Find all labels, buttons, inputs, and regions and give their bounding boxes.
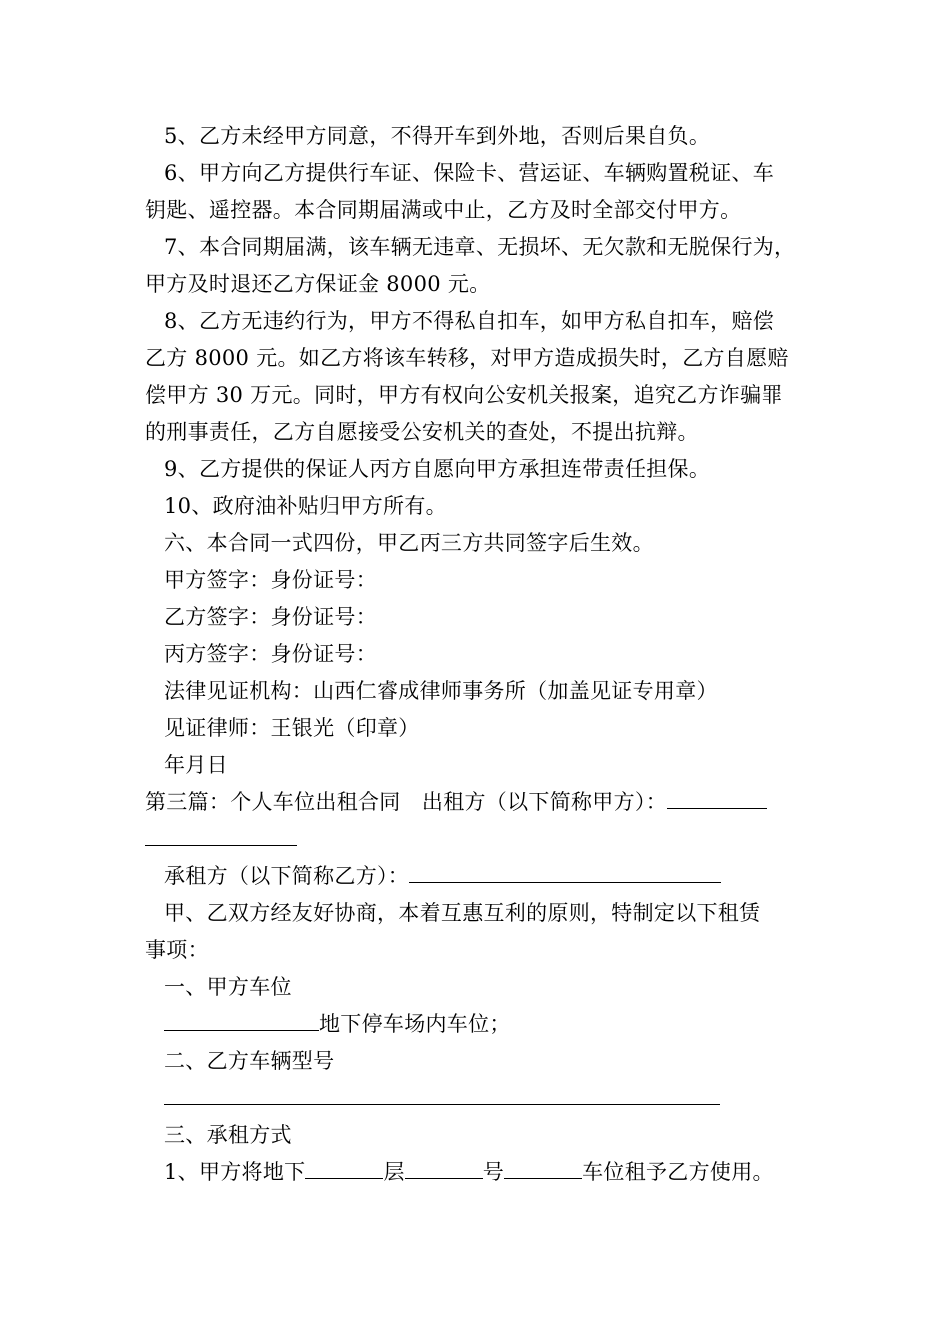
party-b-signature: 乙方签字：身份证号： <box>164 605 377 629</box>
party-a-signature: 甲方签字：身份证号： <box>164 568 377 592</box>
vehicle-model-blank <box>164 1082 720 1105</box>
clause-7-line1: 7、本合同期届满，该车辆无违章、无损坏、无欠款和无脱保行为， <box>164 235 796 259</box>
lessor-blank-line2 <box>145 823 297 846</box>
clause-7-line2: 甲方及时退还乙方保证金 8000 元。 <box>145 272 491 296</box>
witness-institution: 法律见证机构：山西仁睿成律师事务所（加盖见证专用章） <box>164 679 718 703</box>
clause-8-line1: 8、乙方无违约行为，甲方不得私自扣车，如甲方私自扣车，赔偿 <box>164 309 775 333</box>
lease-method-line <box>164 1154 774 1191</box>
clause-8-line3: 偿甲方 30 万元。同时，甲方有权向公安机关报案，追究乙方诈骗罪 <box>145 383 783 407</box>
clause-6-line2: 钥匙、遥控器。本合同期届满或中止，乙方及时全部交付甲方。 <box>145 198 742 222</box>
intro-line2: 事项： <box>145 938 209 962</box>
section-1-title: 一、甲方车位 <box>164 975 292 999</box>
parking-space-text: 地下停车场内车位； <box>319 1012 511 1036</box>
clause-6-line1: 6、甲方向乙方提供行车证、保险卡、营运证、车辆购置税证、车 <box>164 161 775 185</box>
lessor-blank <box>667 786 767 809</box>
space-blank <box>504 1156 582 1179</box>
clause-9: 9、乙方提供的保证人丙方自愿向甲方承担连带责任担保。 <box>164 457 711 481</box>
intro-line1: 甲、乙双方经友好协商，本着互惠互利的原则，特制定以下租赁 <box>164 901 761 925</box>
clause-10: 10、政府油补贴归甲方所有。 <box>164 494 447 518</box>
lessee-blank <box>409 860 721 883</box>
section-2-title: 二、乙方车辆型号 <box>164 1049 335 1073</box>
lessee-line <box>164 858 721 895</box>
clause-5: 5、乙方未经甲方同意，不得开车到外地，否则后果自负。 <box>164 124 711 148</box>
clause-8-line2: 乙方 8000 元。如乙方将该车转移，对甲方造成损失时，乙方自愿赔 <box>145 346 789 370</box>
date-line: 年月日 <box>164 753 228 777</box>
floor-blank <box>305 1156 383 1179</box>
lease-method-text-3: 号 <box>482 1160 505 1184</box>
parking-space-blank <box>164 1008 319 1031</box>
vehicle-model-line <box>164 1080 720 1117</box>
section-3-title: 三、承租方式 <box>164 1123 292 1147</box>
parking-space-line <box>164 1006 511 1043</box>
lessor-blank-cont <box>145 821 297 858</box>
number-blank <box>405 1156 483 1179</box>
lease-method-text-1: 1、甲方将地下 <box>164 1160 306 1184</box>
party-c-signature: 丙方签字：身份证号： <box>164 642 377 666</box>
part-3-title: 第三篇：个人车位出租合同 出租方（以下简称甲方）： <box>145 790 667 814</box>
lessee-label: 承租方（以下简称乙方）： <box>164 864 410 888</box>
witness-lawyer: 见证律师：王银光（印章） <box>164 716 420 740</box>
lease-method-text-2: 层 <box>383 1160 405 1184</box>
lease-method-text-4: 车位租予乙方使用。 <box>582 1160 774 1184</box>
part-3-heading <box>145 784 767 821</box>
section-6: 六、本合同一式四份，甲乙丙三方共同签字后生效。 <box>164 531 654 555</box>
clause-8-line4: 的刑事责任，乙方自愿接受公安机关的查处，不提出抗辩。 <box>145 420 699 444</box>
